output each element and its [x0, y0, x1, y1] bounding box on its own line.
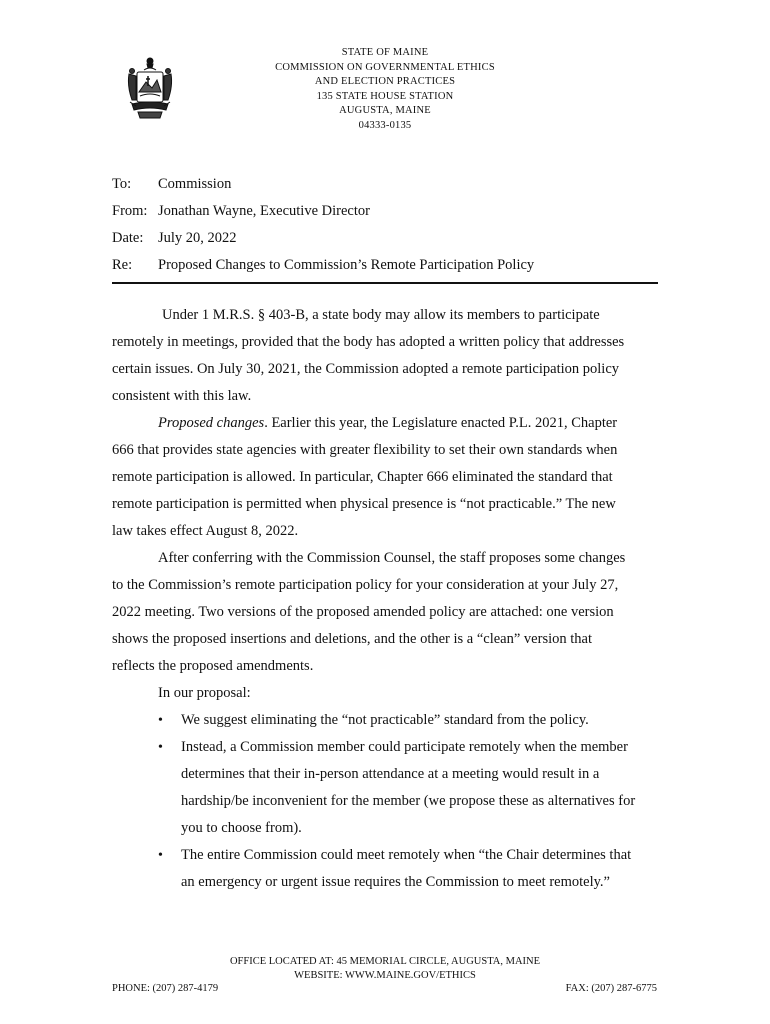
header-divider	[112, 282, 658, 284]
memo-body	[112, 302, 662, 896]
text-line: After conferring with the Commission Counsel, the staff proposes some changes	[158, 550, 626, 566]
text-line: We suggest eliminating the “not practicable” standard from the policy.	[181, 712, 589, 728]
list-item	[112, 707, 662, 734]
memo-to-row	[112, 174, 534, 201]
letterhead-station: 135 STATE HOUSE STATION	[316, 90, 454, 102]
text-line: to the Commission’s remote participation policy for your consideration at your July 27,	[112, 577, 619, 593]
text-line: certain issues. On July 30, 2021, the Commission adopted a remote participation policy	[112, 361, 620, 377]
footer-fax: FAX: (207) 287-6775	[565, 983, 657, 994]
text-line: law takes effect August 8, 2022.	[112, 523, 299, 539]
text-line: In our proposal:	[158, 685, 251, 701]
memo-re-row	[112, 255, 534, 282]
memo-date-label: Date:	[112, 230, 144, 246]
text-line: determines that their in-person attendance at a meeting would result in a	[181, 766, 600, 782]
memo-re-value: Proposed Changes to Commission’s Remote Participation Policy	[158, 257, 535, 273]
letterhead-city: AUGUSTA, MAINE	[339, 105, 431, 116]
paragraph-intro	[112, 302, 662, 410]
text-line: remotely in meetings, provided that the body has adopted a written policy that addresses	[112, 334, 625, 350]
text-line: hardship/be inconvenient for the member (we propose these as alternatives for	[181, 793, 636, 809]
memo-header	[112, 174, 534, 282]
text-fragment: . Earlier this year, the Legislature enacted P.L. 2021, Chapter	[264, 415, 618, 431]
list-item	[112, 734, 662, 842]
text-line: shows the proposed insertions and deletions, and the other is a “clean” version that	[112, 631, 592, 647]
memo-from-value: Jonathan Wayne, Executive Director	[158, 203, 370, 219]
memo-from-row	[112, 201, 534, 228]
list-item	[112, 842, 662, 896]
text-line: 666 that provides state agencies with greater flexibility to set their own standards when	[112, 442, 618, 458]
memo-re-label: Re:	[112, 257, 133, 273]
text-line	[112, 410, 662, 437]
text-line: an emergency or urgent issue requires the Commission to meet remotely.”	[181, 874, 610, 890]
memo-date-row	[112, 228, 534, 255]
text-line: reflects the proposed amendments.	[112, 658, 314, 674]
footer-office-address: OFFICE LOCATED AT: 45 MEMORIAL CIRCLE, AUGUSTA, MAINE	[229, 956, 541, 967]
text-line: remote participation is permitted when physical presence is “not practicable.” The new	[112, 496, 616, 512]
letterhead-state: STATE OF MAINE	[341, 47, 429, 58]
paragraph-proposed-changes	[112, 410, 662, 545]
letterhead-commission: COMMISSION ON GOVERNMENTAL ETHICS	[275, 61, 495, 73]
paragraph-staff-proposal	[112, 545, 662, 680]
memo-to-label: To:	[112, 176, 132, 192]
text-line: you to choose from).	[181, 820, 302, 836]
bullet-icon: •	[158, 740, 163, 755]
bullet-icon: •	[158, 713, 163, 728]
letterhead-commission-2: AND ELECTION PRACTICES	[314, 76, 456, 87]
proposed-changes-heading: Proposed changes	[158, 415, 265, 431]
memo-from-label: From:	[112, 203, 148, 219]
footer-phone: PHONE: (207) 287-4179	[112, 983, 219, 994]
text-line: remote participation is allowed. In particular, Chapter 666 eliminated the standard that	[112, 469, 613, 485]
paragraph-our-proposal	[112, 680, 662, 707]
footer-website: WEBSITE: WWW.MAINE.GOV/ETHICS	[294, 970, 476, 981]
text-line: 2022 meeting. Two versions of the proposed amended policy are attached: one version	[112, 604, 614, 620]
letterhead-zip: 04333-0135	[358, 119, 412, 131]
text-line: Under 1 M.R.S. § 403-B, a state body may allow its members to participate	[162, 307, 600, 323]
proposal-list	[112, 707, 662, 896]
bullet-icon: •	[158, 848, 163, 863]
memo-date-value: July 20, 2022	[158, 230, 237, 246]
letterhead	[0, 46, 770, 133]
text-line: consistent with this law.	[112, 388, 252, 404]
text-line: The entire Commission could meet remotely when “the Chair determines that	[181, 847, 632, 863]
page-footer	[0, 955, 770, 983]
text-line: Instead, a Commission member could participate remotely when the member	[181, 739, 628, 755]
memo-to-value: Commission	[158, 176, 232, 192]
